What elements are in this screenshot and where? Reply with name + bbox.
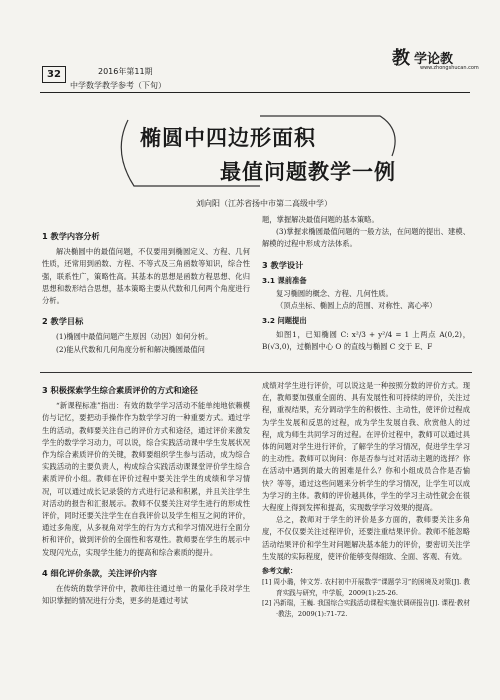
section-heading: 4 细化评价条款，关注评价内容 <box>42 567 157 578</box>
paragraph: 成绩对学生进行评价，可以说这是一种按照分数的评价方式。现在，教师要加强重全面的、具有发展性和可持续的评价，关注过程，重视结果，充分调动学生的积极性、主动性，使评价过程成为学生发展和反思的过程，成为学生发展自我、欣赏他人的过程，成为师生共同学习的过程。在评价过程中，教师可以通过具体的问题对学生进行评价，了解学生的学习情况，促进学生学习的主动性。教师可以询问：你是否参与过对活动主题的选择？你在活动中遇到的最大的困难是什么？你和小组成员合作是否愉快？等等，通过这些问题来分析学生的学习情况，让学生可以成为学习的主体。教师的评价越具体，学生的学习主动性就会在很大程度上得到发挥和提高，实现数学学习效果的提高。 <box>262 381 470 513</box>
references-heading: 参考文献： <box>262 567 297 576</box>
paragraph: 复习椭圆的概念、方程、几何性质。 <box>276 289 393 299</box>
right-bottom-column <box>262 380 470 619</box>
journal-name: 中学数学教学参考（下旬） <box>70 81 166 90</box>
list-item: (3)掌握求椭圆最值问题的一般方法，在问题的提出、建模、解模的过程中形成方法体系。 <box>262 227 470 249</box>
issue-label: 2016年第11期 <box>98 67 153 76</box>
page-number: 32 <box>42 66 66 83</box>
left-bottom-column <box>42 376 250 607</box>
paragraph: 解决椭圆中的最值问题，不仅要用到椭圆定义、方程、几何性质，还常用到函数、方程、不等式及三角函数等知识，综合性强，联系性广，策略性高。其基本的思想是函数方程思想、化归思想和数形结合思想，基本策略主要从代数和几何两个角度进行分析。 <box>42 247 250 306</box>
subsection-heading: 3.1 课前准备 <box>262 275 307 285</box>
paragraph: 总之，教师对于学生的评价是多方面的，教师要关注多角度，不仅仅要关注过程评价，还要注重结果评价。教师不能忽略活动结果评价和学生对问题解决基本能力的评价，要密切关注学生发展的实际程度，使评价能够变得细致、全面、客观、有效。 <box>262 515 470 561</box>
paragraph: （顶点坐标、椭圆上点的范围、对称性、离心率） <box>276 301 437 311</box>
paragraph: “新课程标准”指出：有效的数学学习活动不能单纯地依赖模仿与记忆，要把动手操作作为数学学习的一种重要方式。通过学生的活动，教师要关注自己的评价方式和途径，通过评价来激发学生的数学学习动力，可以说，综合实践活动课中学生发展状况作为综合素质评价的关键，教师要组织学生参与活动，成为综合实践活动的主要负责人，构成综合实践活动课课堂评价学生综合素质评价小组。教师在评价过程中要关注学生的成绩和学习情况，可以通过成长记录袋的方式进行记录和积累，并且关注学生对活动的报告和汇报展示。教师不仅要关注对学生进行的形成性评价，同时还要关注学生在自我评价以及学生相互之间的评价，通过多角度，从多视角对学生的行为方式和学习情况进行全面分析和评价，做到评价的全面性和客观性。教师要在学生的展示中发现闪光点，实现学生能力的提高和综合素质的提升。 <box>42 401 250 557</box>
problem-statement: 如图1，已知椭圆 C: x²/3 + y²/4 = 1 上两点 A(0,2)，B(√3,0)，过椭圆中心 O 的直线与椭圆 C 交于 E、F <box>262 329 470 351</box>
header-rule <box>40 92 470 93</box>
section-divider <box>40 372 472 373</box>
reference-item: [1] 周小璐，钟文芳. 农村初中开展数学“课题学习”的困境及对策[J]. 教育实践与研究，中学版，2009(1):25-26. <box>262 578 470 597</box>
section-heading: 3 教学设计 <box>262 259 304 270</box>
left-top-column <box>42 222 250 356</box>
list-item: (1)椭圆中最值问题产生原因（动因）如何分析。 <box>56 332 213 342</box>
section-heading: 2 教学目标 <box>42 316 84 327</box>
reference-item: [2] 冯新瑞，王巍. 我国综合实践活动课程实施状调研报告[J]. 课程·教材·教法，2009(1):71-72. <box>262 599 470 618</box>
title-line-2: 最值问题教学一例 <box>220 159 396 184</box>
author: 刘向阳（江苏省扬中市第二高级中学） <box>196 199 332 208</box>
subsection-heading: 3.2 问题提出 <box>262 316 307 326</box>
section-heading: 1 教学内容分析 <box>42 231 100 241</box>
title-block <box>110 112 410 202</box>
logo-text: 学论教 <box>414 52 454 67</box>
journal-logo <box>392 44 479 78</box>
right-top-column <box>262 214 470 353</box>
title-line-1: 椭圆中四边形面积 <box>140 125 316 150</box>
section-heading: 3 积极探索学生综合素质评价的方式和途径 <box>42 385 198 395</box>
list-item: (2)能从代数和几何角度分析和解决椭圆最值问 <box>56 344 205 354</box>
logo-mark: 教 <box>392 48 410 69</box>
paragraph: 题，掌握解决最值问题的基本策略。 <box>262 215 379 224</box>
paragraph: 在传统的数学评价中，教师往往通过单一的量化手段对学生知识掌握的情况进行分类，更多的是通过考试 <box>42 584 250 606</box>
logo-url: www.zhongshucan.com <box>420 65 479 71</box>
